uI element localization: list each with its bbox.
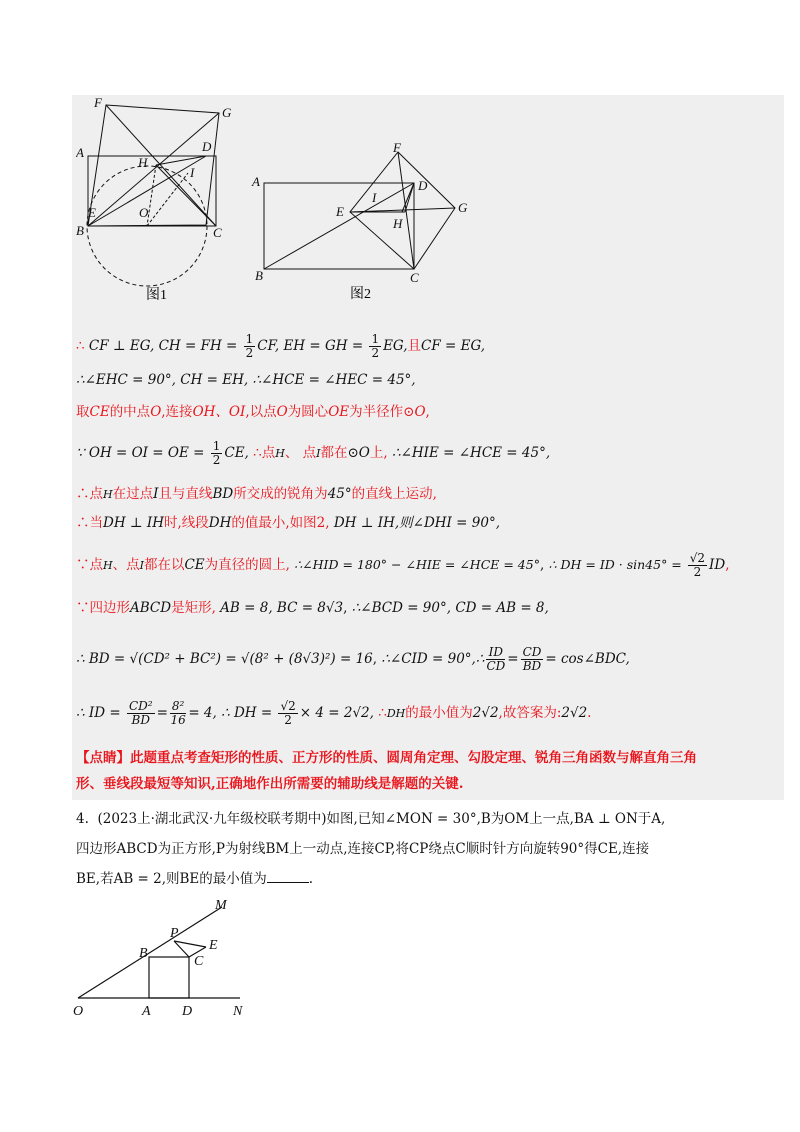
fig3-label-D: D — [182, 1004, 193, 1019]
fig3-label-M: M — [215, 898, 227, 913]
fig3-label-P: P — [170, 926, 179, 941]
figure-1 — [76, 95, 246, 305]
sol-line-4: ∵ OH = OI = OE = $\frac{1}{2}$ CE, ∴点H、 点I都在⊙O上, ∴∠HIE = ∠HCE = 45°, — [76, 439, 551, 467]
fig1-label-D: D — [202, 139, 212, 154]
fig2-label-F: F — [393, 140, 401, 155]
fig1-label-A: A — [76, 145, 84, 160]
fig3-label-N: N — [233, 1004, 243, 1019]
fig1-label-G: G — [222, 105, 232, 120]
sol-line-3: 取CE的中点O,连接OH、OI,以点O为圆心OE为半径作⊙O, — [76, 404, 430, 420]
question-4-line-2: 四边形ABCD为正方形,P为射线BM上一动点,连接CP,将CP绕点C顺时针方向旋转90°得CE,连接 — [76, 841, 650, 857]
fig3-label-A: A — [142, 1004, 151, 1019]
sol-line-6: ∴当DH ⊥ IH时,线段DH的值最小,如图2, DH ⊥ IH,则∠DHI = 90°, — [76, 515, 500, 531]
fig2-label-B: B — [255, 268, 263, 283]
fig1-label-C: C — [213, 225, 222, 240]
fig2-label-C: C — [410, 270, 419, 285]
fig2-label-G: G — [458, 200, 468, 215]
fig1-label-H: H — [138, 155, 148, 170]
fig1-label-F: F — [94, 95, 102, 110]
tip-line-1: 【点睛】此题重点考查矩形的性质、正方形的性质、圆周角定理、勾股定理、锐角三角函数与解直角三角 — [76, 750, 697, 766]
sol-line-9: ∴ BD = √(CD² + BC²) = √(8² + (8√3)²) = 16, ∴∠CID = 90°,∴ $\frac{ID}{CD}$ = $\frac{CD}{BD}$ = cos∠BDC, — [76, 645, 630, 673]
sol-line-2: ∴∠EHC = 90°, CH = EH, ∴∠HCE = ∠HEC = 45°, — [76, 372, 416, 388]
question-4-line-3: BE,若AB = 2,则BE的最小值为 . — [76, 871, 314, 887]
fig1-label-B: B — [76, 223, 84, 238]
sol-line-8: ∵四边形ABCD是矩形, AB = 8, BC = 8√3, ∴∠BCD = 90°, CD = AB = 8, — [76, 600, 549, 616]
fig2-label-H: H — [393, 216, 403, 231]
fig2-label-I: I — [372, 190, 377, 205]
fig3-label-C: C — [194, 954, 204, 969]
fig1-caption: 图1 — [146, 288, 167, 303]
sol-line-7: ∵点H、点I都在以CE为直径的圆上, ∴∠HID = 180° − ∠HIE = ∠HCE = 45°, ∴ DH = ID · sin45° = $\frac{√2}{2}$ ID, — [76, 551, 730, 579]
sol-line-1: ∴ CF ⊥ EG, CH = FH = $\frac{1}{2}$ CF, EH = GH = $\frac{1}{2}$ EG,且CF = EG, — [76, 332, 486, 360]
fig1-label-O: O — [139, 205, 149, 220]
fig1-label-I: I — [190, 165, 195, 180]
sol-line-5: ∴点H在过点I且与直线BD所交成的锐角为45°的直线上运动, — [76, 486, 437, 502]
fig2-label-A: A — [252, 174, 260, 189]
fig1-label-E: E — [88, 205, 96, 220]
fig2-label-E: E — [336, 204, 344, 219]
fig3-label-O: O — [73, 1004, 84, 1019]
fig2-label-D: D — [418, 178, 428, 193]
figure-3 — [70, 895, 260, 1020]
fig3-label-E: E — [209, 938, 218, 953]
figure-2 — [250, 140, 490, 310]
tip-line-2: 形、垂线段最短等知识,正确地作出所需要的辅助线是解题的关键. — [76, 776, 464, 792]
question-4-line-1: 4. (2023上·湖北武汉·九年级校联考期中)如图,已知∠MON = 30°,B为OM上一点,BA ⊥ ON于A, — [76, 811, 666, 827]
fig2-caption: 图2 — [350, 287, 371, 302]
answer-blank — [267, 870, 309, 883]
fig3-label-B: B — [139, 946, 148, 961]
sol-line-10: ∴ ID = $\frac{\text{CD²}}{BD}$ = $\frac{\text{8²}}{16}$ = 4, ∴ DH = $\frac{√2}{2}$ × 4 = 2√2, ∴DH的最小值为2√2,故答案为:2√2. — [76, 699, 592, 727]
